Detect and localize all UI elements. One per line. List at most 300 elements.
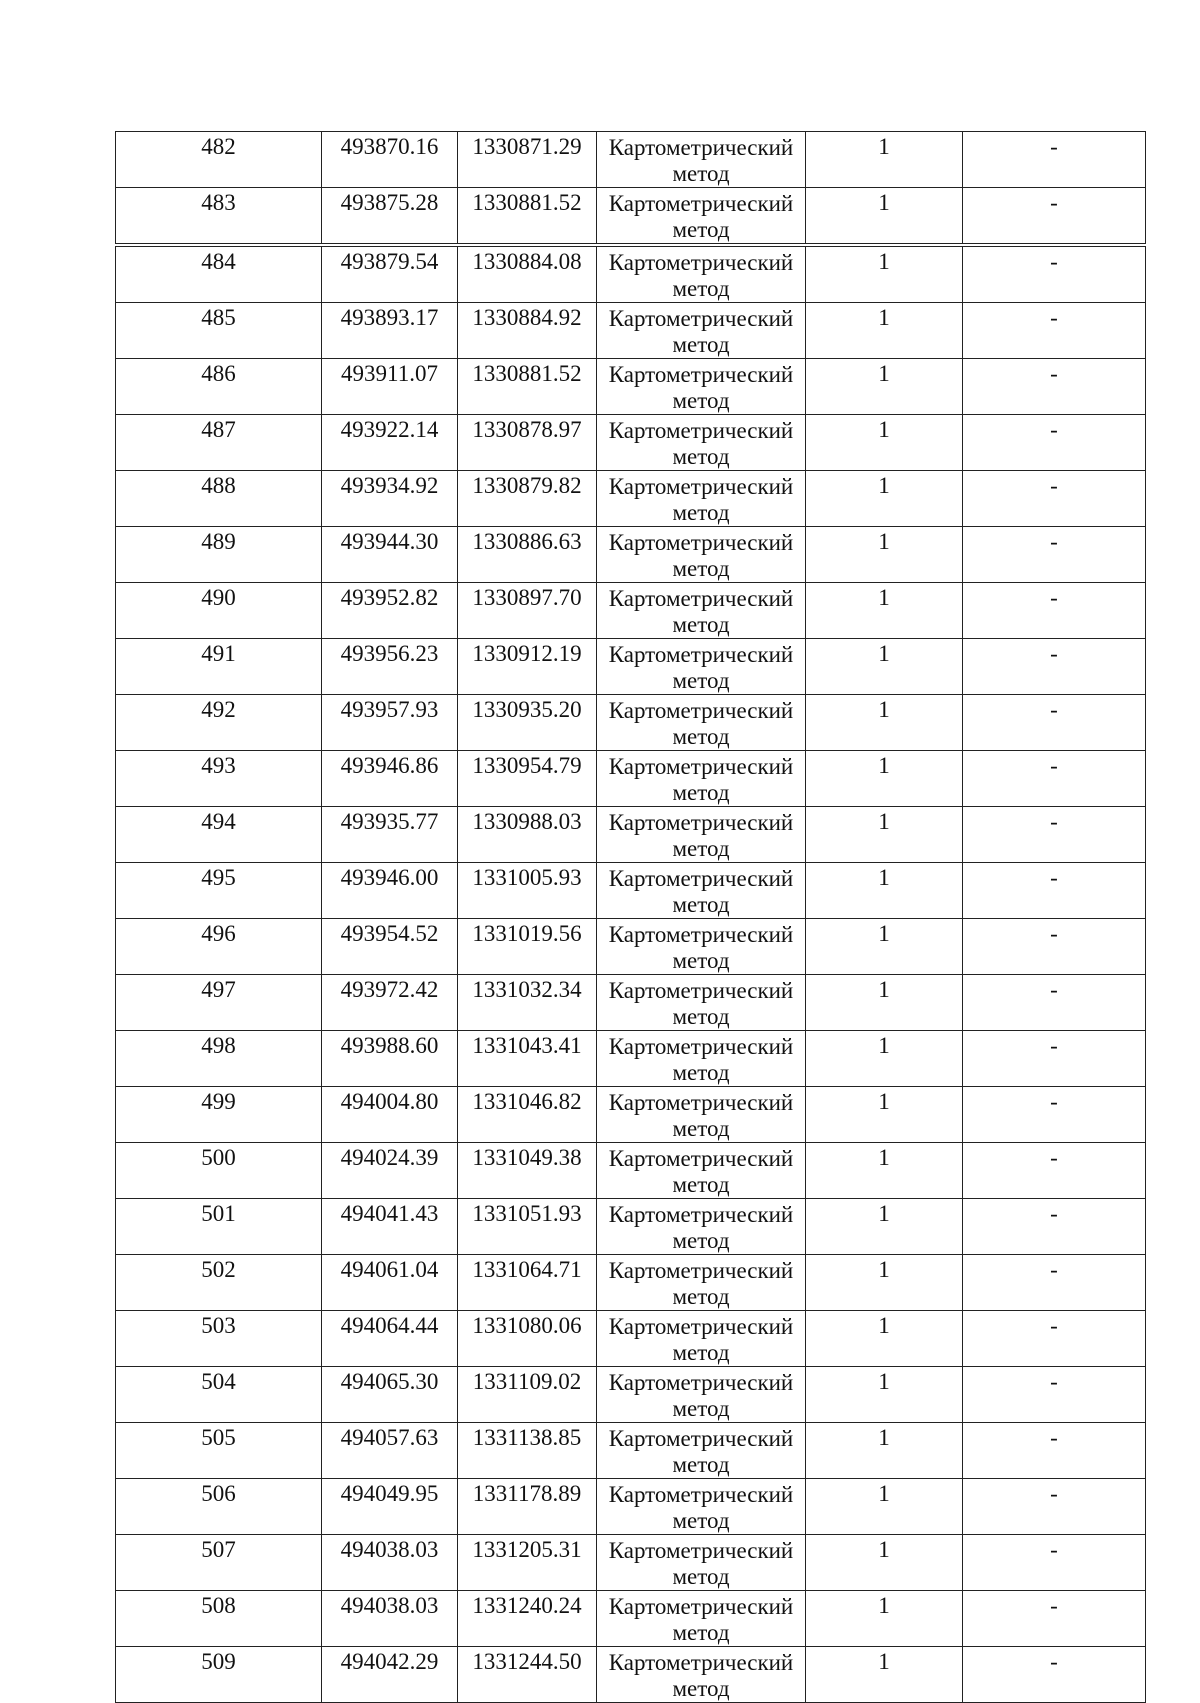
y-coordinate-cell bbox=[458, 303, 597, 359]
x-coordinate-cell bbox=[322, 1087, 458, 1143]
method-cell-text: Картометрический метод bbox=[608, 191, 794, 242]
table-row bbox=[116, 919, 1146, 975]
y-coordinate-cell-text: 1331046.82 bbox=[472, 1089, 582, 1114]
x-coordinate-cell-text: 493946.86 bbox=[340, 753, 439, 778]
table-row bbox=[116, 1479, 1146, 1535]
note-cell-text: - bbox=[1050, 1033, 1058, 1058]
y-coordinate-cell-text: 1330988.03 bbox=[472, 809, 582, 834]
x-coordinate-cell-text: 494049.95 bbox=[340, 1481, 439, 1506]
table-row bbox=[116, 1087, 1146, 1143]
table-row bbox=[116, 1591, 1146, 1647]
note-cell bbox=[963, 359, 1146, 415]
method-cell bbox=[597, 1367, 806, 1423]
x-coordinate-cell bbox=[322, 1311, 458, 1367]
accuracy-cell-text: 1 bbox=[878, 1201, 890, 1226]
y-coordinate-cell bbox=[458, 188, 597, 246]
y-coordinate-cell bbox=[458, 863, 597, 919]
y-coordinate-cell bbox=[458, 583, 597, 639]
note-cell bbox=[963, 245, 1146, 303]
x-coordinate-cell bbox=[322, 1423, 458, 1479]
accuracy-cell-text: 1 bbox=[878, 1537, 890, 1562]
y-coordinate-cell bbox=[458, 1647, 597, 1703]
accuracy-cell bbox=[806, 359, 963, 415]
x-coordinate-cell bbox=[322, 415, 458, 471]
method-cell-text: Картометрический метод bbox=[608, 474, 794, 525]
y-coordinate-cell-text: 1330912.19 bbox=[472, 641, 582, 666]
accuracy-cell-text: 1 bbox=[878, 585, 890, 610]
x-coordinate-cell bbox=[322, 1367, 458, 1423]
accuracy-cell bbox=[806, 751, 963, 807]
x-coordinate-cell bbox=[322, 471, 458, 527]
x-coordinate-cell-text: 494024.39 bbox=[340, 1145, 439, 1170]
accuracy-cell bbox=[806, 132, 963, 188]
note-cell-text: - bbox=[1050, 1257, 1058, 1282]
method-cell-text: Картометрический метод bbox=[608, 135, 794, 186]
point-number-cell-text: 509 bbox=[201, 1649, 236, 1674]
x-coordinate-cell bbox=[322, 303, 458, 359]
note-cell-text: - bbox=[1050, 417, 1058, 442]
note-cell-text: - bbox=[1050, 865, 1058, 890]
point-number-cell bbox=[116, 471, 322, 527]
point-number-cell-text: 500 bbox=[201, 1145, 236, 1170]
y-coordinate-cell bbox=[458, 1087, 597, 1143]
point-number-cell bbox=[116, 1311, 322, 1367]
note-cell bbox=[963, 1031, 1146, 1087]
note-cell bbox=[963, 1479, 1146, 1535]
table-row bbox=[116, 471, 1146, 527]
accuracy-cell-text: 1 bbox=[878, 473, 890, 498]
y-coordinate-cell-text: 1330878.97 bbox=[472, 417, 582, 442]
accuracy-cell-text: 1 bbox=[878, 1425, 890, 1450]
method-cell bbox=[597, 132, 806, 188]
accuracy-cell-text: 1 bbox=[878, 1481, 890, 1506]
accuracy-cell-text: 1 bbox=[878, 641, 890, 666]
accuracy-cell bbox=[806, 975, 963, 1031]
point-number-cell-text: 483 bbox=[201, 190, 236, 215]
note-cell bbox=[963, 583, 1146, 639]
point-number-cell bbox=[116, 639, 322, 695]
table-row bbox=[116, 1255, 1146, 1311]
point-number-cell bbox=[116, 1535, 322, 1591]
accuracy-cell bbox=[806, 583, 963, 639]
note-cell-text: - bbox=[1050, 529, 1058, 554]
method-cell-text: Картометрический метод bbox=[608, 1370, 794, 1421]
x-coordinate-cell-text: 493934.92 bbox=[340, 473, 439, 498]
method-cell bbox=[597, 863, 806, 919]
accuracy-cell-text: 1 bbox=[878, 809, 890, 834]
accuracy-cell-text: 1 bbox=[878, 305, 890, 330]
point-number-cell-text: 499 bbox=[201, 1089, 236, 1114]
x-coordinate-cell-text: 493911.07 bbox=[341, 361, 438, 386]
point-number-cell bbox=[116, 1647, 322, 1703]
note-cell-text: - bbox=[1050, 361, 1058, 386]
accuracy-cell-text: 1 bbox=[878, 977, 890, 1002]
y-coordinate-cell-text: 1331064.71 bbox=[472, 1257, 582, 1282]
note-cell bbox=[963, 471, 1146, 527]
note-cell-text: - bbox=[1050, 585, 1058, 610]
note-cell-text: - bbox=[1050, 190, 1058, 215]
point-number-cell bbox=[116, 359, 322, 415]
accuracy-cell bbox=[806, 415, 963, 471]
method-cell-text: Картометрический метод bbox=[608, 922, 794, 973]
accuracy-cell-text: 1 bbox=[878, 921, 890, 946]
method-cell-text: Картометрический метод bbox=[608, 1426, 794, 1477]
accuracy-cell-text: 1 bbox=[878, 753, 890, 778]
point-number-cell-text: 494 bbox=[201, 809, 236, 834]
y-coordinate-cell bbox=[458, 751, 597, 807]
table-row bbox=[116, 303, 1146, 359]
accuracy-cell bbox=[806, 1647, 963, 1703]
x-coordinate-cell-text: 493944.30 bbox=[340, 529, 439, 554]
method-cell bbox=[597, 583, 806, 639]
accuracy-cell-text: 1 bbox=[878, 1089, 890, 1114]
note-cell-text: - bbox=[1050, 1593, 1058, 1618]
point-number-cell bbox=[116, 751, 322, 807]
accuracy-cell bbox=[806, 1423, 963, 1479]
y-coordinate-cell bbox=[458, 807, 597, 863]
note-cell bbox=[963, 1423, 1146, 1479]
y-coordinate-cell-text: 1330884.92 bbox=[472, 305, 582, 330]
method-cell bbox=[597, 695, 806, 751]
x-coordinate-cell bbox=[322, 1535, 458, 1591]
method-cell bbox=[597, 1087, 806, 1143]
method-cell bbox=[597, 919, 806, 975]
note-cell bbox=[963, 1087, 1146, 1143]
y-coordinate-cell bbox=[458, 1143, 597, 1199]
method-cell-text: Картометрический метод bbox=[608, 530, 794, 581]
method-cell bbox=[597, 359, 806, 415]
accuracy-cell bbox=[806, 188, 963, 246]
x-coordinate-cell bbox=[322, 188, 458, 246]
note-cell bbox=[963, 1647, 1146, 1703]
point-number-cell bbox=[116, 303, 322, 359]
point-number-cell bbox=[116, 132, 322, 188]
table-row bbox=[116, 807, 1146, 863]
method-cell bbox=[597, 1535, 806, 1591]
method-cell bbox=[597, 1591, 806, 1647]
method-cell-text: Картометрический метод bbox=[608, 1090, 794, 1141]
x-coordinate-cell-text: 494057.63 bbox=[340, 1425, 439, 1450]
method-cell bbox=[597, 975, 806, 1031]
note-cell-text: - bbox=[1050, 1369, 1058, 1394]
method-cell bbox=[597, 639, 806, 695]
y-coordinate-cell-text: 1331205.31 bbox=[472, 1537, 582, 1562]
y-coordinate-cell bbox=[458, 1535, 597, 1591]
y-coordinate-cell-text: 1331240.24 bbox=[472, 1593, 582, 1618]
point-number-cell bbox=[116, 245, 322, 303]
note-cell bbox=[963, 415, 1146, 471]
table-row bbox=[116, 863, 1146, 919]
note-cell bbox=[963, 695, 1146, 751]
y-coordinate-cell bbox=[458, 471, 597, 527]
point-number-cell-text: 482 bbox=[201, 134, 236, 159]
point-number-cell-text: 508 bbox=[201, 1593, 236, 1618]
table-body bbox=[116, 132, 1146, 1703]
accuracy-cell bbox=[806, 245, 963, 303]
note-cell-text: - bbox=[1050, 1537, 1058, 1562]
y-coordinate-cell-text: 1331051.93 bbox=[472, 1201, 582, 1226]
point-number-cell-text: 496 bbox=[201, 921, 236, 946]
x-coordinate-cell bbox=[322, 807, 458, 863]
point-number-cell bbox=[116, 1031, 322, 1087]
table-row bbox=[116, 695, 1146, 751]
x-coordinate-cell-text: 494038.03 bbox=[340, 1537, 439, 1562]
note-cell bbox=[963, 639, 1146, 695]
x-coordinate-cell bbox=[322, 1591, 458, 1647]
accuracy-cell bbox=[806, 1255, 963, 1311]
accuracy-cell bbox=[806, 1535, 963, 1591]
point-number-cell bbox=[116, 863, 322, 919]
point-number-cell bbox=[116, 807, 322, 863]
method-cell-text: Картометрический метод bbox=[608, 1538, 794, 1589]
x-coordinate-cell-text: 493893.17 bbox=[340, 305, 439, 330]
y-coordinate-cell bbox=[458, 639, 597, 695]
y-coordinate-cell-text: 1331043.41 bbox=[472, 1033, 582, 1058]
note-cell-text: - bbox=[1050, 1089, 1058, 1114]
accuracy-cell-text: 1 bbox=[878, 249, 890, 274]
method-cell-text: Картометрический метод bbox=[608, 306, 794, 357]
note-cell-text: - bbox=[1050, 977, 1058, 1002]
y-coordinate-cell-text: 1331109.02 bbox=[472, 1369, 582, 1394]
table-row bbox=[116, 583, 1146, 639]
accuracy-cell bbox=[806, 1311, 963, 1367]
note-cell bbox=[963, 1535, 1146, 1591]
point-number-cell-text: 495 bbox=[201, 865, 236, 890]
method-cell-text: Картометрический метод bbox=[608, 810, 794, 861]
x-coordinate-cell-text: 493879.54 bbox=[340, 249, 439, 274]
accuracy-cell-text: 1 bbox=[878, 1145, 890, 1170]
accuracy-cell-text: 1 bbox=[878, 134, 890, 159]
y-coordinate-cell bbox=[458, 415, 597, 471]
method-cell bbox=[597, 1255, 806, 1311]
note-cell-text: - bbox=[1050, 134, 1058, 159]
note-cell bbox=[963, 919, 1146, 975]
note-cell bbox=[963, 1255, 1146, 1311]
method-cell bbox=[597, 245, 806, 303]
point-number-cell bbox=[116, 1367, 322, 1423]
point-number-cell bbox=[116, 415, 322, 471]
table-row bbox=[116, 1143, 1146, 1199]
coordinates-table bbox=[115, 131, 1146, 1703]
y-coordinate-cell-text: 1331049.38 bbox=[472, 1145, 582, 1170]
point-number-cell bbox=[116, 188, 322, 246]
point-number-cell-text: 504 bbox=[201, 1369, 236, 1394]
method-cell-text: Картометрический метод bbox=[608, 978, 794, 1029]
note-cell-text: - bbox=[1050, 1313, 1058, 1338]
table-row bbox=[116, 1423, 1146, 1479]
method-cell bbox=[597, 807, 806, 863]
x-coordinate-cell bbox=[322, 695, 458, 751]
y-coordinate-cell bbox=[458, 527, 597, 583]
point-number-cell bbox=[116, 583, 322, 639]
point-number-cell-text: 503 bbox=[201, 1313, 236, 1338]
method-cell-text: Картометрический метод bbox=[608, 1202, 794, 1253]
table-row bbox=[116, 359, 1146, 415]
method-cell bbox=[597, 1647, 806, 1703]
y-coordinate-cell-text: 1331178.89 bbox=[472, 1481, 582, 1506]
method-cell-text: Картометрический метод bbox=[608, 1594, 794, 1645]
y-coordinate-cell bbox=[458, 245, 597, 303]
x-coordinate-cell-text: 493956.23 bbox=[340, 641, 439, 666]
note-cell-text: - bbox=[1050, 473, 1058, 498]
accuracy-cell-text: 1 bbox=[878, 865, 890, 890]
x-coordinate-cell-text: 493972.42 bbox=[340, 977, 439, 1002]
y-coordinate-cell bbox=[458, 132, 597, 188]
y-coordinate-cell-text: 1330886.63 bbox=[472, 529, 582, 554]
accuracy-cell bbox=[806, 1031, 963, 1087]
note-cell bbox=[963, 132, 1146, 188]
note-cell bbox=[963, 975, 1146, 1031]
point-number-cell-text: 492 bbox=[201, 697, 236, 722]
point-number-cell-text: 506 bbox=[201, 1481, 236, 1506]
method-cell-text: Картометрический метод bbox=[608, 1314, 794, 1365]
accuracy-cell-text: 1 bbox=[878, 1369, 890, 1394]
x-coordinate-cell-text: 493952.82 bbox=[340, 585, 439, 610]
method-cell-text: Картометрический метод bbox=[608, 642, 794, 693]
point-number-cell bbox=[116, 1479, 322, 1535]
note-cell-text: - bbox=[1050, 1425, 1058, 1450]
point-number-cell bbox=[116, 919, 322, 975]
method-cell-text: Картометрический метод bbox=[608, 1258, 794, 1309]
y-coordinate-cell bbox=[458, 1367, 597, 1423]
point-number-cell-text: 502 bbox=[201, 1257, 236, 1282]
accuracy-cell-text: 1 bbox=[878, 1313, 890, 1338]
accuracy-cell-text: 1 bbox=[878, 1593, 890, 1618]
note-cell-text: - bbox=[1050, 697, 1058, 722]
point-number-cell-text: 493 bbox=[201, 753, 236, 778]
method-cell-text: Картометрический метод bbox=[608, 866, 794, 917]
table-row bbox=[116, 527, 1146, 583]
accuracy-cell bbox=[806, 527, 963, 583]
method-cell bbox=[597, 1143, 806, 1199]
accuracy-cell-text: 1 bbox=[878, 1649, 890, 1674]
accuracy-cell-text: 1 bbox=[878, 529, 890, 554]
x-coordinate-cell bbox=[322, 1479, 458, 1535]
point-number-cell bbox=[116, 975, 322, 1031]
note-cell-text: - bbox=[1050, 921, 1058, 946]
note-cell-text: - bbox=[1050, 753, 1058, 778]
note-cell bbox=[963, 1143, 1146, 1199]
method-cell bbox=[597, 1479, 806, 1535]
y-coordinate-cell bbox=[458, 975, 597, 1031]
note-cell bbox=[963, 1311, 1146, 1367]
method-cell bbox=[597, 751, 806, 807]
x-coordinate-cell-text: 493988.60 bbox=[340, 1033, 439, 1058]
table-row bbox=[116, 1311, 1146, 1367]
x-coordinate-cell-text: 494038.03 bbox=[340, 1593, 439, 1618]
note-cell bbox=[963, 303, 1146, 359]
note-cell bbox=[963, 751, 1146, 807]
x-coordinate-cell-text: 493935.77 bbox=[340, 809, 439, 834]
x-coordinate-cell-text: 494065.30 bbox=[340, 1369, 439, 1394]
point-number-cell bbox=[116, 1423, 322, 1479]
note-cell-text: - bbox=[1050, 1649, 1058, 1674]
accuracy-cell bbox=[806, 1479, 963, 1535]
point-number-cell bbox=[116, 1199, 322, 1255]
method-cell bbox=[597, 188, 806, 246]
note-cell-text: - bbox=[1050, 641, 1058, 666]
note-cell bbox=[963, 1367, 1146, 1423]
point-number-cell-text: 486 bbox=[201, 361, 236, 386]
x-coordinate-cell bbox=[322, 527, 458, 583]
accuracy-cell-text: 1 bbox=[878, 1033, 890, 1058]
method-cell bbox=[597, 1031, 806, 1087]
point-number-cell-text: 491 bbox=[201, 641, 236, 666]
y-coordinate-cell-text: 1331005.93 bbox=[472, 865, 582, 890]
x-coordinate-cell bbox=[322, 1255, 458, 1311]
accuracy-cell bbox=[806, 471, 963, 527]
method-cell-text: Картометрический метод bbox=[608, 250, 794, 301]
table-row bbox=[116, 188, 1146, 246]
x-coordinate-cell bbox=[322, 1647, 458, 1703]
y-coordinate-cell-text: 1330881.52 bbox=[472, 190, 582, 215]
y-coordinate-cell bbox=[458, 695, 597, 751]
method-cell-text: Картометрический метод bbox=[608, 754, 794, 805]
y-coordinate-cell bbox=[458, 1423, 597, 1479]
note-cell bbox=[963, 1591, 1146, 1647]
x-coordinate-cell-text: 494061.04 bbox=[340, 1257, 439, 1282]
x-coordinate-cell bbox=[322, 359, 458, 415]
point-number-cell-text: 488 bbox=[201, 473, 236, 498]
accuracy-cell bbox=[806, 639, 963, 695]
y-coordinate-cell bbox=[458, 1479, 597, 1535]
y-coordinate-cell-text: 1330954.79 bbox=[472, 753, 582, 778]
x-coordinate-cell-text: 493875.28 bbox=[340, 190, 439, 215]
point-number-cell bbox=[116, 1255, 322, 1311]
x-coordinate-cell-text: 494042.29 bbox=[340, 1649, 439, 1674]
y-coordinate-cell-text: 1331032.34 bbox=[472, 977, 582, 1002]
x-coordinate-cell bbox=[322, 132, 458, 188]
method-cell-text: Картометрический метод bbox=[608, 1146, 794, 1197]
y-coordinate-cell-text: 1331244.50 bbox=[472, 1649, 582, 1674]
table-row bbox=[116, 751, 1146, 807]
note-cell-text: - bbox=[1050, 1145, 1058, 1170]
x-coordinate-cell-text: 493957.93 bbox=[340, 697, 439, 722]
accuracy-cell bbox=[806, 1591, 963, 1647]
method-cell-text: Картометрический метод bbox=[608, 586, 794, 637]
accuracy-cell-text: 1 bbox=[878, 697, 890, 722]
note-cell bbox=[963, 1199, 1146, 1255]
accuracy-cell bbox=[806, 919, 963, 975]
table-row bbox=[116, 415, 1146, 471]
method-cell-text: Картометрический метод bbox=[608, 1650, 794, 1701]
table-row bbox=[116, 1031, 1146, 1087]
accuracy-cell-text: 1 bbox=[878, 1257, 890, 1282]
point-number-cell-text: 505 bbox=[201, 1425, 236, 1450]
accuracy-cell-text: 1 bbox=[878, 417, 890, 442]
note-cell bbox=[963, 807, 1146, 863]
accuracy-cell bbox=[806, 303, 963, 359]
accuracy-cell bbox=[806, 807, 963, 863]
method-cell-text: Картометрический метод bbox=[608, 362, 794, 413]
x-coordinate-cell bbox=[322, 751, 458, 807]
y-coordinate-cell bbox=[458, 1591, 597, 1647]
method-cell bbox=[597, 415, 806, 471]
table-row bbox=[116, 132, 1146, 188]
point-number-cell-text: 498 bbox=[201, 1033, 236, 1058]
point-number-cell-text: 489 bbox=[201, 529, 236, 554]
y-coordinate-cell-text: 1330879.82 bbox=[472, 473, 582, 498]
method-cell bbox=[597, 303, 806, 359]
y-coordinate-cell bbox=[458, 919, 597, 975]
note-cell-text: - bbox=[1050, 809, 1058, 834]
x-coordinate-cell bbox=[322, 639, 458, 695]
y-coordinate-cell-text: 1330935.20 bbox=[472, 697, 582, 722]
point-number-cell bbox=[116, 695, 322, 751]
method-cell-text: Картометрический метод bbox=[608, 418, 794, 469]
x-coordinate-cell bbox=[322, 975, 458, 1031]
y-coordinate-cell-text: 1330871.29 bbox=[472, 134, 582, 159]
